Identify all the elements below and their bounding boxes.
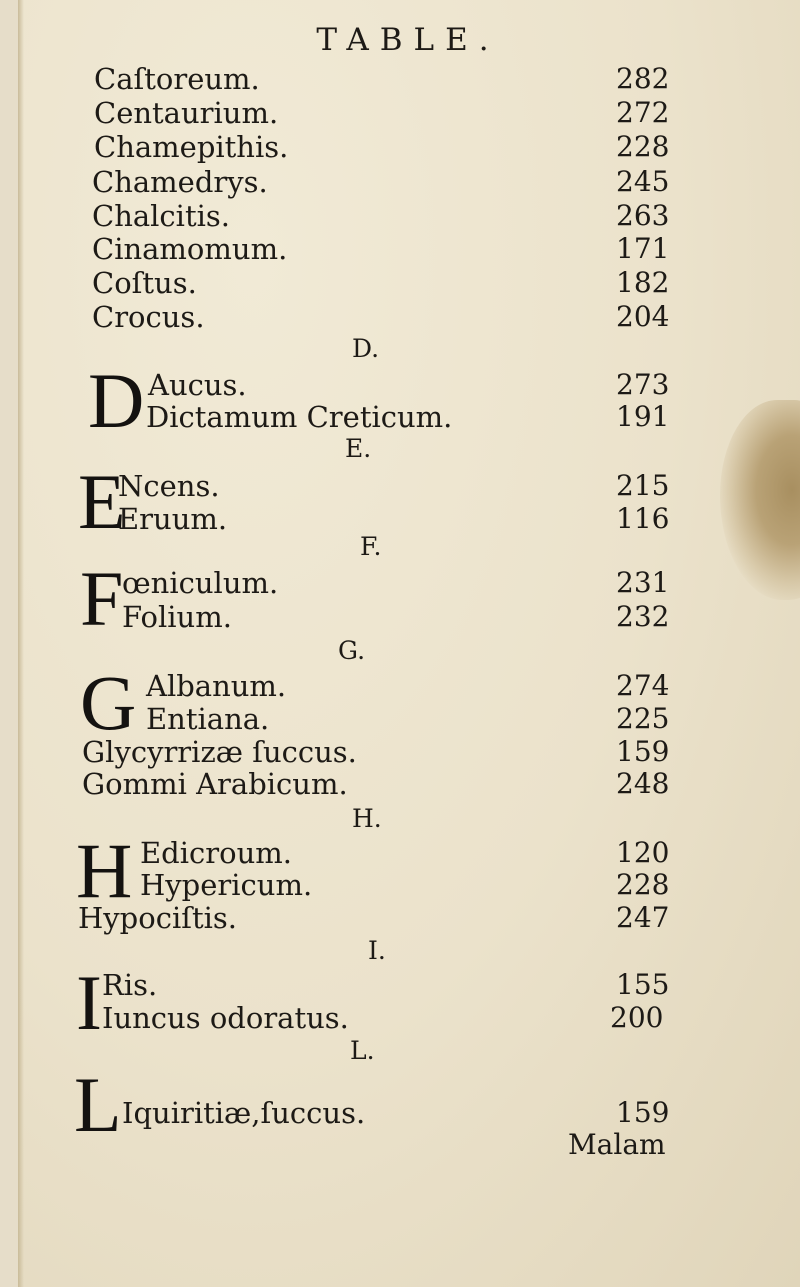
entry-name: Chamepithis.	[94, 130, 289, 164]
page-header: TABLE.	[316, 22, 500, 58]
index-entry	[18, 232, 800, 268]
drop-cap-i: I	[76, 959, 102, 1046]
drop-cap-f: F	[80, 555, 124, 642]
entry-page: 282	[616, 62, 670, 95]
entry-name: Dictamum Creticum.	[146, 400, 453, 434]
entry-page: 120	[616, 836, 670, 869]
entry-page: 231	[616, 566, 670, 599]
index-entry	[18, 199, 800, 235]
drop-cap-g: G	[80, 659, 137, 746]
index-entry	[18, 165, 800, 201]
entry-name: Coſtus.	[92, 266, 197, 300]
index-entry	[18, 368, 800, 404]
index-entry	[18, 600, 800, 636]
entry-page: 159	[616, 735, 670, 768]
entry-page: 263	[616, 199, 670, 232]
entry-name: Cinamomum.	[92, 232, 288, 266]
book-page	[18, 0, 800, 1287]
section-heading-l: L.	[350, 1036, 375, 1065]
entry-page: 245	[616, 165, 670, 198]
index-entry	[18, 566, 800, 602]
entry-page: 225	[616, 702, 670, 735]
drop-cap-d: D	[88, 357, 145, 444]
index-entry	[18, 836, 800, 872]
entry-name: Glycyrrizæ ſuccus.	[82, 735, 357, 769]
index-entry	[18, 266, 800, 302]
index-entry	[18, 300, 800, 336]
section-heading-d: D.	[352, 334, 380, 363]
entry-page: 272	[616, 96, 670, 129]
entry-page: 274	[616, 669, 670, 702]
index-entry	[18, 702, 800, 738]
entry-page: 191	[616, 400, 670, 433]
entry-name: Ris.	[102, 968, 158, 1002]
entry-page: 215	[616, 469, 670, 502]
index-entry	[18, 96, 800, 132]
entry-page: 273	[616, 368, 670, 401]
section-heading-f: F.	[360, 532, 382, 561]
entry-name: œniculum.	[122, 566, 279, 600]
entry-page: 182	[616, 266, 670, 299]
index-entry	[18, 130, 800, 166]
drop-cap-h: H	[76, 827, 133, 914]
drop-cap-l: L	[74, 1061, 122, 1148]
drop-cap-e: E	[78, 458, 126, 545]
entry-name: Folium.	[122, 600, 232, 634]
entry-name: Centaurium.	[94, 96, 279, 130]
entry-name: Hypericum.	[140, 868, 313, 902]
entry-name: Caſtoreum.	[94, 62, 260, 96]
entry-name: Aucus.	[148, 368, 247, 402]
entry-name: Ncens.	[118, 469, 220, 503]
index-entry	[18, 469, 800, 505]
index-entry	[18, 767, 800, 803]
section-heading-h: H.	[352, 804, 382, 833]
index-entry	[18, 62, 800, 98]
entry-page: 228	[616, 130, 670, 163]
entry-name: Chalcitis.	[92, 199, 230, 233]
index-entry	[18, 968, 800, 1004]
section-heading-g: G.	[338, 636, 366, 665]
section-heading-e: E.	[345, 434, 372, 463]
entry-page: 247	[616, 901, 670, 934]
entry-name: Hypociſtis.	[78, 901, 237, 935]
entry-page: 248	[616, 767, 670, 800]
entry-page: 228	[616, 868, 670, 901]
entry-page: 171	[616, 232, 670, 265]
index-entry	[18, 1096, 800, 1132]
index-entry	[18, 669, 800, 705]
index-entry	[18, 868, 800, 904]
index-entry	[18, 1001, 800, 1037]
catchword: Malam	[568, 1128, 666, 1161]
entry-name: Albanum.	[146, 669, 287, 703]
entry-name: Iquiritiæ,ſuccus.	[122, 1096, 366, 1130]
entry-name: Chamedrys.	[92, 165, 268, 199]
index-entry	[18, 735, 800, 771]
index-entry	[18, 901, 800, 937]
index-entry	[18, 400, 800, 436]
entry-name: Crocus.	[92, 300, 205, 334]
entry-name: Edicroum.	[140, 836, 292, 870]
entry-name: Eruum.	[118, 502, 228, 536]
entry-page: 204	[616, 300, 670, 333]
section-heading-i: I.	[368, 936, 386, 965]
entry-page: 200	[610, 1001, 664, 1034]
entry-name: Entiana.	[146, 702, 270, 736]
entry-name: Iuncus odoratus.	[102, 1001, 349, 1035]
entry-name: Gommi Arabicum.	[82, 767, 348, 801]
entry-page: 159	[616, 1096, 670, 1129]
entry-page: 155	[616, 968, 670, 1001]
index-entry	[18, 502, 800, 538]
entry-page: 232	[616, 600, 670, 633]
entry-page: 116	[616, 502, 670, 535]
